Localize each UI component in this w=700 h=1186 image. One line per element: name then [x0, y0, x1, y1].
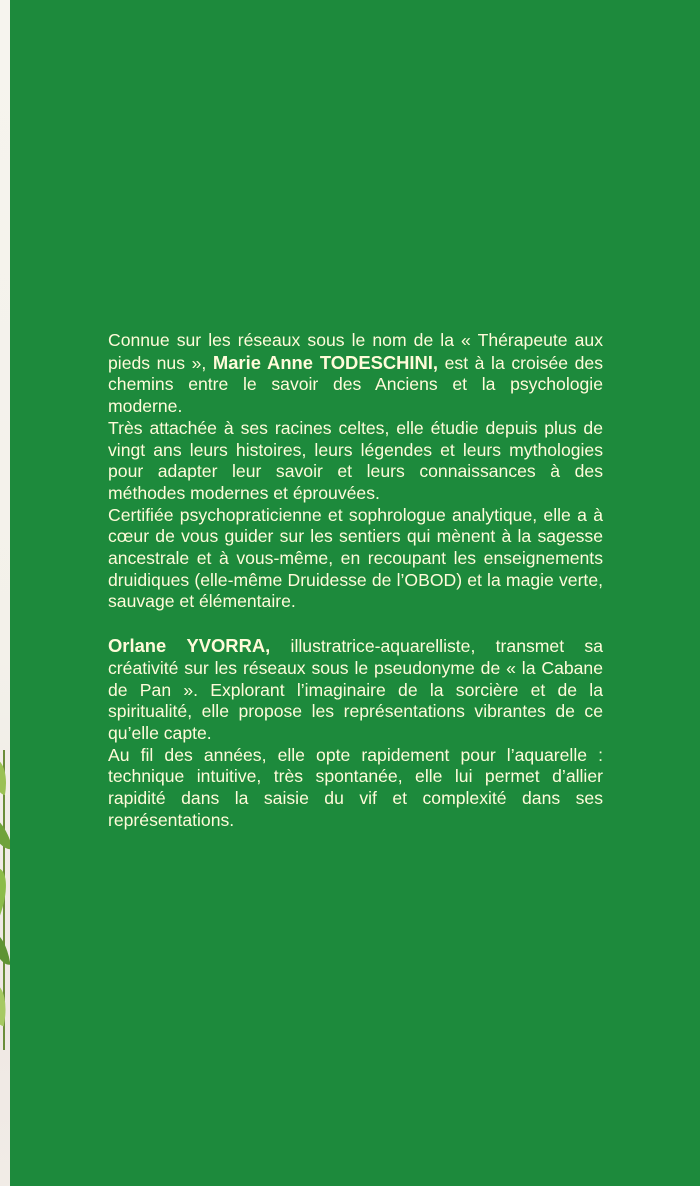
section-gap [108, 613, 603, 635]
author-bio-todeschini [108, 330, 603, 613]
author-bios [108, 330, 603, 831]
bio-paragraph: Très attachée à ses racines celtes, elle étudie depuis plus de vingt ans leurs histoires, leurs légendes et leurs mythologies pour adapter leur savoir et leurs connaissances à des méthodes modernes et éprouvées. [108, 417, 603, 503]
illustrator-bio-yvorra [108, 635, 603, 831]
bio-text: est à la croisée des chemins entre le savoir des Anciens et la psychologie moderne. [108, 352, 604, 417]
bio-text: illustratrice-aquarelliste, transmet sa créativité sur les réseaux sous le pseudonyme de « la Cabane de Pan ». Explorant l’imaginaire de la sorcière et de la spiritualité, elle propose les représentations vibrantes de ce qu’elle capte. [108, 636, 603, 743]
bio-paragraph [108, 635, 603, 745]
leaf-illustration [0, 868, 10, 915]
back-cover [10, 0, 700, 1186]
bio-paragraph: Au fil des années, elle opte rapidement pour l’aquarelle : technique intuitive, très spontanée, elle lui permet d’allier rapidité dans la saisie du vif et complexité dans ses représentations. [108, 744, 603, 830]
bio-text: Connue sur les réseaux sous le nom de la « Thérapeute aux pieds nus », [108, 330, 603, 373]
leaf-illustration [0, 984, 10, 1027]
cover-illustration-edge [0, 0, 10, 1186]
leaf-illustration [0, 810, 10, 853]
leaf-illustration [0, 929, 10, 967]
leaf-illustration [0, 759, 10, 795]
bio-paragraph: Certifiée psychopraticienne et sophrologue analytique, elle a à cœur de vous guider sur les sentiers qui mènent à la sagesse ancestrale et à vous-même, en recoupant les enseignements druidiques (elle-même Druidesse de l’OBOD) et la magie verte, sauvage et élémentaire. [108, 504, 603, 612]
bio-paragraph [108, 330, 603, 418]
illustrator-name: Orlane YVORRA, [108, 635, 271, 657]
author-name: Marie Anne TODESCHINI, [212, 351, 439, 373]
